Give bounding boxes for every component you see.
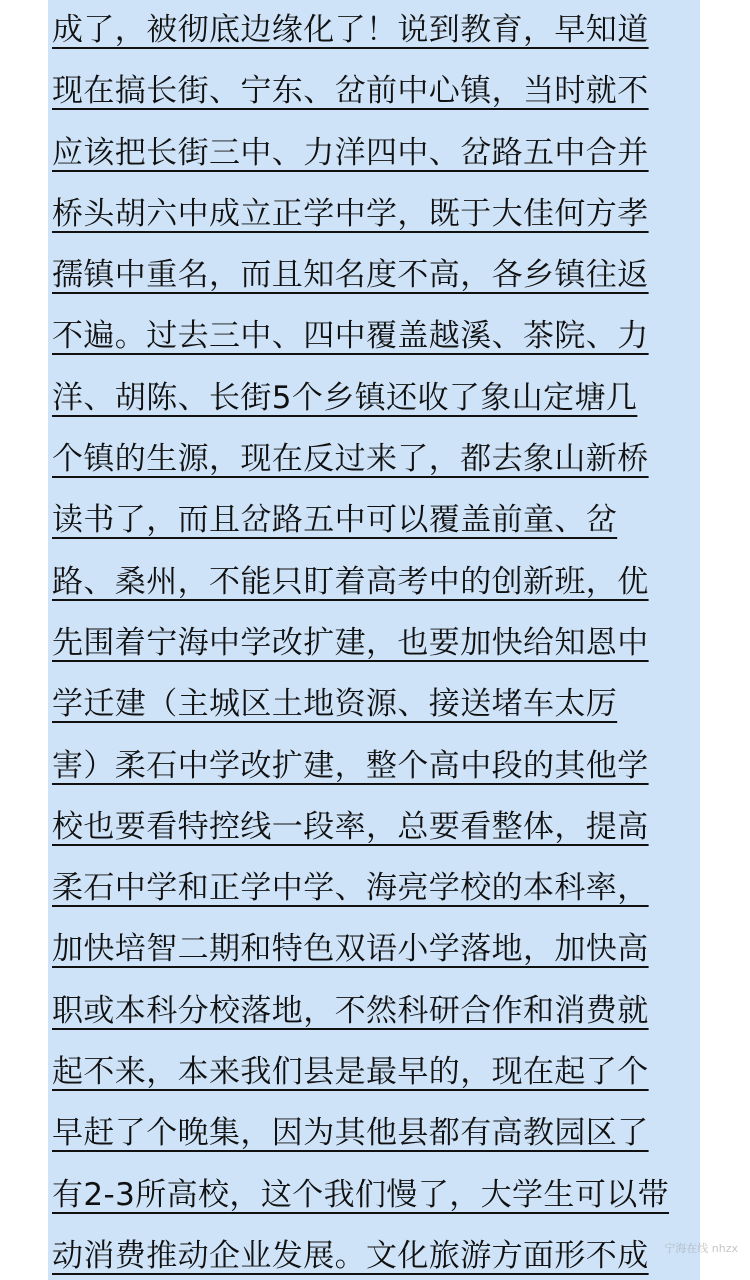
text-line-4: 桥头胡六中成立正学中学，既于大佳何方孝 bbox=[52, 195, 649, 232]
text-line-1: 成了，被彻底边缘化了！说到教育，早知道 bbox=[52, 12, 649, 48]
text-line-15: 柔石中学和正学中学、海亮学校的本科率， bbox=[52, 870, 649, 907]
paragraph-text[interactable] bbox=[52, 0, 702, 1280]
text-line-6: 不遍。过去三中、四中覆盖越溪、茶院、力 bbox=[52, 318, 649, 355]
text-line-5: 孺镇中重名，而且知名度不高，各乡镇往返 bbox=[52, 257, 649, 294]
text-line-20: 有2-3所高校，这个我们慢了，大学生可以带 bbox=[52, 1176, 670, 1213]
text-line-12: 学迁建（主城区土地资源、接送堵车太厉 bbox=[52, 686, 618, 723]
text-line-3: 应该把长街三中、力洋四中、岔路五中合并 bbox=[52, 134, 649, 171]
text-line-2: 现在搞长街、宁东、岔前中心镇，当时就不 bbox=[52, 73, 649, 110]
text-line-10: 路、桑州，不能只盯着高考中的创新班，优 bbox=[52, 563, 649, 600]
text-line-17: 职或本科分校落地，不然科研合作和消费就 bbox=[52, 992, 649, 1029]
watermark-text: 宁海在线 nhzx bbox=[664, 1242, 738, 1255]
text-line-16: 加快培智二期和特色双语小学落地，加快高 bbox=[52, 931, 649, 968]
text-line-11: 先围着宁海中学改扩建，也要加快给知恩中 bbox=[52, 624, 649, 661]
text-line-7: 洋、胡陈、长街5个乡镇还收了象山定塘几 bbox=[52, 379, 638, 416]
text-line-8: 个镇的生源，现在反过来了，都去象山新桥 bbox=[52, 441, 649, 478]
text-line-14: 校也要看特控线一段率，总要看整体，提高 bbox=[52, 808, 649, 845]
text-line-18: 起不来，本来我们县是最早的，现在起了个 bbox=[52, 1054, 649, 1091]
text-line-13: 害）柔石中学改扩建，整个高中段的其他学 bbox=[52, 747, 649, 784]
text-line-21: 动消费推动企业发展。文化旅游方面形不成 bbox=[52, 1237, 649, 1274]
text-line-19: 早赶了个晚集，因为其他县都有高教园区了 bbox=[52, 1115, 649, 1152]
text-line-9: 读书了，而且岔路五中可以覆盖前童、岔 bbox=[52, 502, 618, 539]
